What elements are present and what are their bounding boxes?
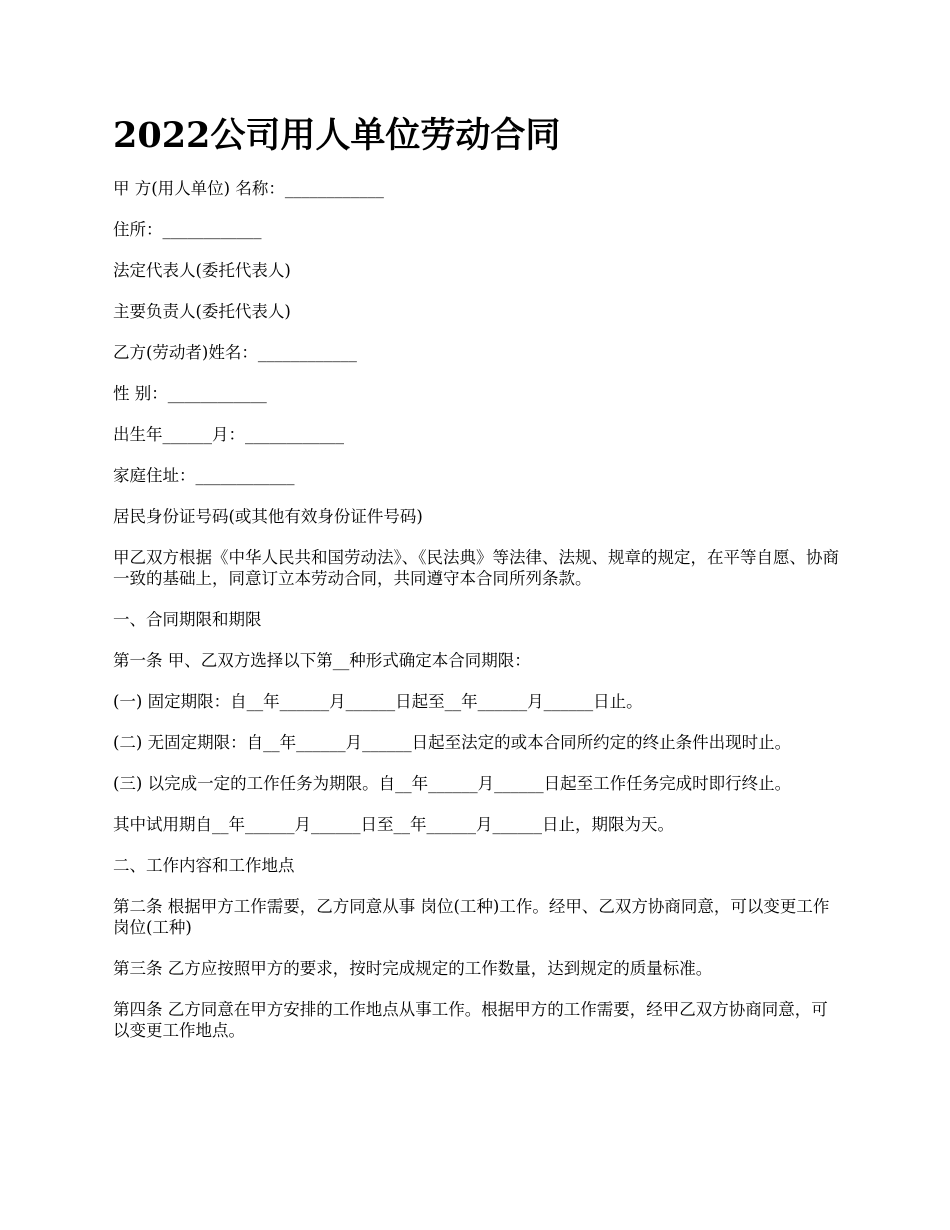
- legal-representative: 法定代表人(委托代表人): [113, 261, 291, 280]
- party-b-gender: 性 别：____________: [113, 384, 267, 403]
- term-option-1: (一) 固定期限：自__年______月______日起至__年______月______日止。: [113, 692, 643, 711]
- article-4: 第四条 乙方同意在甲方安排的工作地点从事工作。根据甲方的工作需要，经甲乙双方协商同意，可以变更工作地点。: [113, 1000, 828, 1040]
- section-heading-2: 二、工作内容和工作地点: [113, 856, 295, 875]
- probation-period: 其中试用期自__年______月______日至__年______月______日止，期限为天。: [113, 815, 674, 834]
- party-b-id-number: 居民身份证号码(或其他有效身份证件号码): [113, 507, 423, 526]
- term-option-2: (二) 无固定期限：自__年______月______日起至法定的或本合同所约定的终止条件出现时止。: [113, 733, 792, 752]
- party-b-birth: 出生年______月：____________: [113, 425, 344, 444]
- document-page: [113, 108, 841, 1061]
- article-3: 第三条 乙方应按照甲方的要求，按时完成规定的工作数量，达到规定的质量标准。: [113, 959, 713, 978]
- article-2: 第二条 根据甲方工作需要，乙方同意从事 岗位(工种)工作。经甲、乙双方协商同意，可以变更工作岗位(工种): [113, 897, 830, 937]
- preamble-paragraph: 甲乙双方根据《中华人民共和国劳动法》、《民法典》等法律、法规、规章的规定，在平等自愿、协商一致的基础上，同意订立本劳动合同，共同遵守本合同所列条款。: [113, 548, 839, 588]
- party-b-home-address: 家庭住址：____________: [113, 466, 295, 485]
- section-heading-1: 一、合同期限和期限: [113, 610, 262, 629]
- term-option-3: (三) 以完成一定的工作任务为期限。自__年______月______日起至工作任务完成时即行终止。: [113, 774, 792, 793]
- party-a-address: 住所：____________: [113, 220, 262, 239]
- document-title: 2022公司用人单位劳动合同: [113, 115, 561, 156]
- party-b-name: 乙方(劳动者)姓名：____________: [113, 343, 357, 362]
- article-1: 第一条 甲、乙双方选择以下第__种形式确定本合同期限：: [113, 651, 531, 670]
- principal-responsible: 主要负责人(委托代表人): [113, 302, 291, 321]
- party-a-name: 甲 方(用人单位) 名称：____________: [113, 179, 384, 198]
